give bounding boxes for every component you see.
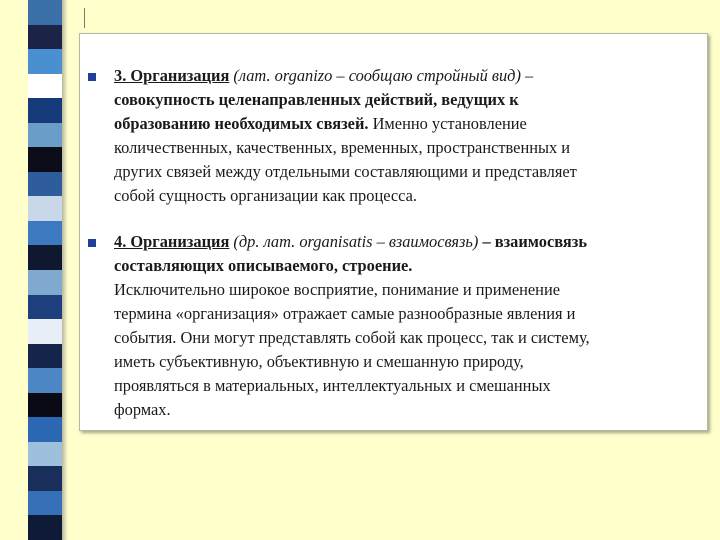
point-4-definition-line: составляющих описываемого, строение.: [114, 256, 413, 275]
stripe-segment: [28, 319, 62, 344]
point-3-definition-end: образованию необходимых связей.: [114, 114, 369, 133]
stripe-segment: [28, 270, 62, 295]
point-4-body-line: термина «организация» отражает самые разнообразные явления и: [114, 304, 576, 323]
point-4-body-line: проявляться в материальных, интеллектуальных и смешанных: [114, 376, 551, 395]
stripe-segment: [28, 442, 62, 467]
content-box: [79, 33, 708, 431]
point-3-term: 3. Организация: [114, 66, 230, 85]
stripe-segment: [28, 98, 62, 123]
square-bullet-icon: [88, 73, 96, 81]
stripe-segment: [28, 49, 62, 74]
stripe-segment: [28, 417, 62, 442]
left-decor-strip: [0, 0, 65, 540]
stripe-segment: [28, 245, 62, 270]
point-3-heading-line: [114, 64, 700, 88]
striped-column-decoration: [28, 0, 62, 540]
point-3-etymology: (лат. organizo – сообщаю стройный вид) –: [229, 66, 534, 85]
stripe-segment: [28, 491, 62, 516]
point-4-heading-line: [114, 230, 700, 254]
stripe-segment: [28, 344, 62, 369]
stripe-segment: [28, 196, 62, 221]
point-3-text-start: Именно установление: [368, 114, 527, 133]
stripe-segment: [28, 25, 62, 50]
point-3-definition-line: совокупность целенаправленных действий, ведущих к: [114, 90, 519, 109]
stripe-segment: [28, 466, 62, 491]
point-4-body-line: события. Они могут представлять собой как процесс, так и систему,: [114, 328, 590, 347]
point-3-body-line: собой сущность организации как процесса.: [114, 186, 418, 205]
point-4-term: 4. Организация: [114, 232, 230, 251]
point-3-body-line: других связей между отдельными составляющими и представляет: [114, 162, 577, 181]
stripe-segment: [28, 0, 62, 25]
stripe-segment: [28, 368, 62, 393]
bullet-point-3: [114, 64, 700, 208]
stripe-segment: [28, 295, 62, 320]
stripe-segment: [28, 515, 62, 540]
stripe-segment: [28, 147, 62, 172]
square-bullet-icon: [88, 239, 96, 247]
point-4-body-line: формах.: [114, 400, 171, 419]
stripe-segment: [28, 221, 62, 246]
point-4-etymology: (др. лат. organisatis – взаимосвязь): [229, 232, 479, 251]
point-4-definition-start: – взаимосвязь: [478, 232, 587, 251]
point-4-body-line: иметь субъективную, объективную и смешанную природу,: [114, 352, 524, 371]
point-3-definition-line: [114, 112, 700, 136]
stripe-shadow: [62, 0, 68, 540]
stripe-segment: [28, 74, 62, 99]
slide-tick-mark: [84, 8, 85, 28]
stripe-segment: [28, 393, 62, 418]
point-4-body-line: Исключительно широкое восприятие, понимание и применение: [114, 280, 560, 299]
point-3-body-line: количественных, качественных, временных, пространственных и: [114, 138, 571, 157]
stripe-segment: [28, 123, 62, 148]
stripe-segment: [28, 172, 62, 197]
bullet-point-4: [114, 230, 700, 422]
